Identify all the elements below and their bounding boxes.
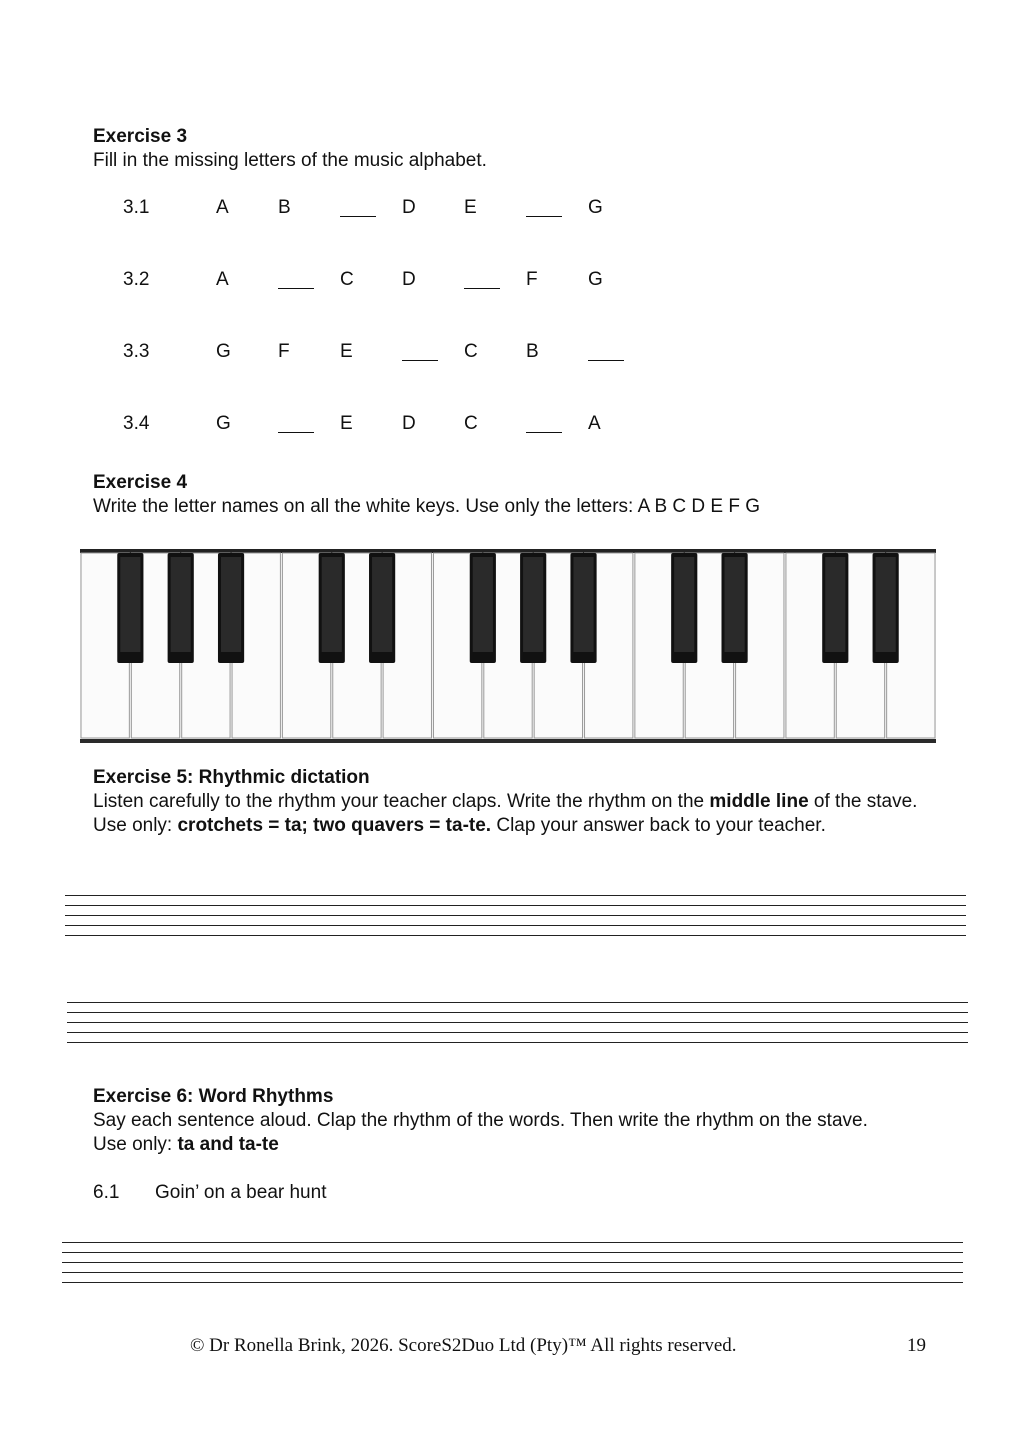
row-label: 3.1 [123, 197, 150, 218]
letter: G [216, 341, 231, 362]
letter: A [216, 197, 229, 218]
exercise-6-instruction: Say each sentence aloud. Clap the rhythm of the words. Then write the rhythm on the stave. Use only: ta and ta-te [93, 1110, 868, 1155]
blank-answer-line[interactable] [402, 340, 438, 361]
black-key-shine [322, 557, 342, 652]
exercise-5-instruction: Listen carefully to the rhythm your teacher claps. Write the rhythm on the middle line of the stave. Use only: crotchets = ta; two quavers = ta-te. Clap your answer back to your teacher. [93, 791, 918, 836]
black-key-shine [372, 557, 392, 652]
blank-answer-line[interactable] [278, 412, 314, 433]
black-key-shine [825, 557, 845, 652]
letter: G [588, 197, 603, 218]
exercise-3-instruction: Fill in the missing letters of the music alphabet. [93, 150, 487, 171]
black-key-shine [171, 557, 191, 652]
letter: E [464, 197, 477, 218]
row-label: 3.2 [123, 269, 150, 290]
exercise-6-title: Exercise 6: Word Rhythms [93, 1086, 334, 1107]
black-key-shine [221, 557, 241, 652]
letter: D [402, 197, 416, 218]
black-key-shine [724, 557, 744, 652]
black-key-shine [523, 557, 543, 652]
footer-page-number: 19 [907, 1335, 926, 1356]
letter: F [278, 341, 290, 362]
black-key-shine [573, 557, 593, 652]
blank-answer-line[interactable] [526, 412, 562, 433]
letter: E [340, 413, 353, 434]
exercise-6-item-text: Goin’ on a bear hunt [155, 1182, 327, 1203]
exercise-4-title: Exercise 4 [93, 472, 188, 493]
blank-answer-line[interactable] [526, 196, 562, 217]
letter: A [588, 413, 601, 434]
stave-2[interactable] [67, 1002, 968, 1044]
piano-keyboard-image [80, 549, 936, 743]
blank-answer-line[interactable] [340, 196, 376, 217]
letter: B [526, 341, 539, 362]
exercise-5-title: Exercise 5: Rhythmic dictation [93, 767, 370, 788]
letter: G [588, 269, 603, 290]
blank-answer-line[interactable] [464, 268, 500, 289]
letter: D [402, 413, 416, 434]
letter: C [464, 341, 478, 362]
stave-1[interactable] [65, 895, 966, 937]
letter: B [278, 197, 291, 218]
blank-answer-line[interactable] [278, 268, 314, 289]
letter: C [464, 413, 478, 434]
blank-answer-line[interactable] [588, 340, 624, 361]
letter: F [526, 269, 538, 290]
stave-3[interactable] [62, 1242, 963, 1284]
row-label: 3.3 [123, 341, 150, 362]
letter: A [216, 269, 229, 290]
exercise-3-title: Exercise 3 [93, 126, 188, 147]
black-key-shine [120, 557, 140, 652]
row-label: 3.4 [123, 413, 150, 434]
letter: C [340, 269, 354, 290]
black-key-shine [473, 557, 493, 652]
black-key-shine [876, 557, 896, 652]
letter: G [216, 413, 231, 434]
letter: E [340, 341, 353, 362]
exercise-6-item-label: 6.1 [93, 1182, 120, 1203]
letter: D [402, 269, 416, 290]
footer-copyright: © Dr Ronella Brink, 2026. ScoreS2Duo Ltd (Pty)™ All rights reserved. [190, 1335, 737, 1356]
black-key-shine [674, 557, 694, 652]
exercise-4-instruction: Write the letter names on all the white keys. Use only the letters: A B C D E F G [93, 496, 761, 517]
